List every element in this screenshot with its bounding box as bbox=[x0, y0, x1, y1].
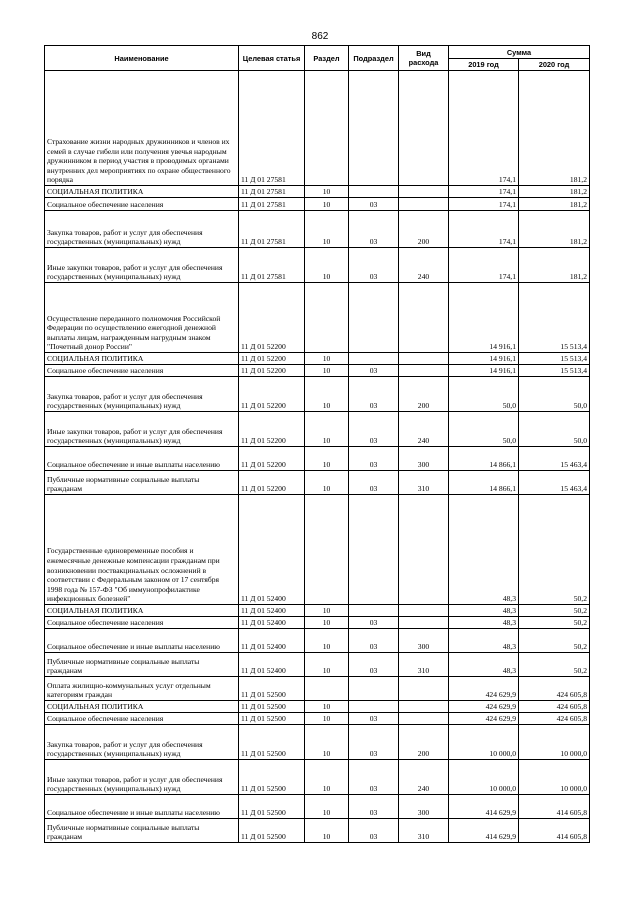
row-sum-2020: 50,0 bbox=[519, 412, 590, 447]
row-sum-2019: 424 629,9 bbox=[449, 701, 519, 713]
row-sum-2019: 14 916,1 bbox=[449, 353, 519, 365]
row-name: Социальное обеспечение и иные выплаты населению bbox=[45, 629, 239, 653]
row-target-article: 11 Д 01 52500 bbox=[239, 713, 305, 725]
table-row bbox=[45, 365, 590, 377]
row-expense-type bbox=[399, 677, 449, 701]
row-name: Закупка товаров, работ и услуг для обеспечения государственных (муниципальных) нужд bbox=[45, 725, 239, 760]
row-section bbox=[305, 71, 349, 186]
table-row bbox=[45, 605, 590, 617]
table-row bbox=[45, 725, 590, 760]
row-sum-2019: 48,3 bbox=[449, 653, 519, 677]
row-sum-2019: 14 866,1 bbox=[449, 471, 519, 495]
table-row bbox=[45, 248, 590, 283]
row-sum-2019: 14 916,1 bbox=[449, 283, 519, 353]
row-expense-type bbox=[399, 495, 449, 605]
row-sum-2020: 181,2 bbox=[519, 211, 590, 248]
row-subsection bbox=[349, 605, 399, 617]
row-section: 10 bbox=[305, 211, 349, 248]
row-subsection: 03 bbox=[349, 412, 399, 447]
row-subsection: 03 bbox=[349, 617, 399, 629]
row-section: 10 bbox=[305, 617, 349, 629]
row-target-article: 11 Д 01 52500 bbox=[239, 819, 305, 843]
row-name: Социальное обеспечение населения bbox=[45, 198, 239, 211]
table-row bbox=[45, 412, 590, 447]
row-target-article: 11 Д 01 52200 bbox=[239, 447, 305, 471]
row-target-article: 11 Д 01 52500 bbox=[239, 795, 305, 819]
row-sum-2019: 48,3 bbox=[449, 617, 519, 629]
row-name: Социальное обеспечение и иные выплаты населению bbox=[45, 447, 239, 471]
row-sum-2019: 10 000,0 bbox=[449, 760, 519, 795]
row-target-article: 11 Д 01 52500 bbox=[239, 701, 305, 713]
row-name: Публичные нормативные социальные выплаты гражданам bbox=[45, 471, 239, 495]
row-section: 10 bbox=[305, 365, 349, 377]
row-sum-2020: 181,2 bbox=[519, 71, 590, 186]
row-name: Оплата жилищно-коммунальных услуг отдельным категориям граждан bbox=[45, 677, 239, 701]
row-sum-2020: 424 605,8 bbox=[519, 713, 590, 725]
table-row bbox=[45, 819, 590, 843]
row-sum-2019: 174,1 bbox=[449, 248, 519, 283]
row-expense-type: 300 bbox=[399, 795, 449, 819]
row-subsection: 03 bbox=[349, 819, 399, 843]
row-sum-2020: 10 000,0 bbox=[519, 760, 590, 795]
row-sum-2019: 174,1 bbox=[449, 186, 519, 198]
row-sum-2020: 50,2 bbox=[519, 629, 590, 653]
row-sum-2020: 414 605,8 bbox=[519, 819, 590, 843]
header-sum: Сумма bbox=[449, 46, 590, 59]
table-row bbox=[45, 353, 590, 365]
row-name: Публичные нормативные социальные выплаты гражданам bbox=[45, 819, 239, 843]
row-target-article: 11 Д 01 52400 bbox=[239, 605, 305, 617]
row-sum-2020: 181,2 bbox=[519, 248, 590, 283]
row-target-article: 11 Д 01 52400 bbox=[239, 617, 305, 629]
row-target-article: 11 Д 01 52200 bbox=[239, 353, 305, 365]
row-sum-2019: 424 629,9 bbox=[449, 713, 519, 725]
table-header bbox=[45, 46, 590, 71]
row-sum-2019: 50,0 bbox=[449, 412, 519, 447]
row-expense-type: 310 bbox=[399, 471, 449, 495]
row-sum-2020: 424 605,8 bbox=[519, 701, 590, 713]
row-name: СОЦИАЛЬНАЯ ПОЛИТИКА bbox=[45, 186, 239, 198]
row-expense-type bbox=[399, 71, 449, 186]
row-subsection: 03 bbox=[349, 248, 399, 283]
row-subsection: 03 bbox=[349, 365, 399, 377]
row-target-article: 11 Д 01 27581 bbox=[239, 211, 305, 248]
row-name: Иные закупки товаров, работ и услуг для обеспечения государственных (муниципальных) нужд bbox=[45, 412, 239, 447]
row-expense-type bbox=[399, 365, 449, 377]
row-section: 10 bbox=[305, 713, 349, 725]
header-year-2019: 2019 год bbox=[449, 59, 519, 71]
table-row bbox=[45, 471, 590, 495]
row-section bbox=[305, 283, 349, 353]
table-row bbox=[45, 186, 590, 198]
row-expense-type: 240 bbox=[399, 412, 449, 447]
row-expense-type bbox=[399, 605, 449, 617]
row-name: Социальное обеспечение населения bbox=[45, 617, 239, 629]
row-name: Осуществление переданного полномочия Российской Федерации по осуществлению ежегодной денежной выплаты лицам, награжденным нагрудным знаком "Почетный донор России" bbox=[45, 283, 239, 353]
row-sum-2020: 10 000,0 bbox=[519, 725, 590, 760]
row-expense-type: 240 bbox=[399, 760, 449, 795]
table-row bbox=[45, 198, 590, 211]
row-expense-type bbox=[399, 186, 449, 198]
row-section: 10 bbox=[305, 412, 349, 447]
row-section: 10 bbox=[305, 471, 349, 495]
table-row bbox=[45, 653, 590, 677]
row-sum-2020: 50,2 bbox=[519, 653, 590, 677]
row-name: Закупка товаров, работ и услуг для обеспечения государственных (муниципальных) нужд bbox=[45, 377, 239, 412]
header-subsection: Подраздел bbox=[349, 46, 399, 71]
row-sum-2019: 48,3 bbox=[449, 605, 519, 617]
row-sum-2020: 15 513,4 bbox=[519, 283, 590, 353]
row-name: СОЦИАЛЬНАЯ ПОЛИТИКА bbox=[45, 701, 239, 713]
row-expense-type bbox=[399, 713, 449, 725]
row-sum-2019: 48,3 bbox=[449, 495, 519, 605]
row-expense-type bbox=[399, 701, 449, 713]
row-section: 10 bbox=[305, 377, 349, 412]
row-sum-2020: 50,2 bbox=[519, 617, 590, 629]
row-name: Социальное обеспечение населения bbox=[45, 713, 239, 725]
table-row bbox=[45, 447, 590, 471]
row-section: 10 bbox=[305, 248, 349, 283]
row-expense-type: 300 bbox=[399, 447, 449, 471]
header-expense-type: Вид расхода bbox=[399, 46, 449, 71]
row-sum-2020: 181,2 bbox=[519, 186, 590, 198]
row-section: 10 bbox=[305, 447, 349, 471]
row-subsection: 03 bbox=[349, 211, 399, 248]
row-section: 10 bbox=[305, 353, 349, 365]
row-subsection bbox=[349, 353, 399, 365]
row-section: 10 bbox=[305, 653, 349, 677]
header-name: Наименование bbox=[45, 46, 239, 71]
row-target-article: 11 Д 01 27581 bbox=[239, 248, 305, 283]
row-expense-type: 200 bbox=[399, 377, 449, 412]
table-row bbox=[45, 617, 590, 629]
row-sum-2019: 414 629,9 bbox=[449, 795, 519, 819]
row-sum-2020: 15 463,4 bbox=[519, 471, 590, 495]
row-expense-type: 200 bbox=[399, 725, 449, 760]
row-name: СОЦИАЛЬНАЯ ПОЛИТИКА bbox=[45, 353, 239, 365]
row-subsection bbox=[349, 186, 399, 198]
row-section bbox=[305, 677, 349, 701]
row-sum-2019: 414 629,9 bbox=[449, 819, 519, 843]
row-name: Государственные единовременные пособия и ежемесячные денежные компенсации гражданам при возникновении поствакцинальных осложнений в соответствии с Федеральным законом от 17 сентября 1998 года № 157-ФЗ "Об иммунопрофилактике инфекционных болезней" bbox=[45, 495, 239, 605]
row-subsection: 03 bbox=[349, 377, 399, 412]
row-sum-2020: 181,2 bbox=[519, 198, 590, 211]
table-row bbox=[45, 701, 590, 713]
table-row bbox=[45, 211, 590, 248]
row-sum-2020: 50,2 bbox=[519, 605, 590, 617]
row-section: 10 bbox=[305, 819, 349, 843]
row-target-article: 11 Д 01 52400 bbox=[239, 629, 305, 653]
row-target-article: 11 Д 01 52500 bbox=[239, 677, 305, 701]
row-section bbox=[305, 495, 349, 605]
row-subsection: 03 bbox=[349, 629, 399, 653]
row-sum-2020: 15 513,4 bbox=[519, 365, 590, 377]
row-subsection: 03 bbox=[349, 713, 399, 725]
row-subsection: 03 bbox=[349, 653, 399, 677]
table-row bbox=[45, 713, 590, 725]
header-year-2020: 2020 год bbox=[519, 59, 590, 71]
row-sum-2019: 14 916,1 bbox=[449, 365, 519, 377]
row-subsection bbox=[349, 283, 399, 353]
row-subsection bbox=[349, 495, 399, 605]
row-subsection: 03 bbox=[349, 198, 399, 211]
row-name: Социальное обеспечение населения bbox=[45, 365, 239, 377]
row-target-article: 11 Д 01 52500 bbox=[239, 760, 305, 795]
row-expense-type: 240 bbox=[399, 248, 449, 283]
row-sum-2019: 174,1 bbox=[449, 198, 519, 211]
row-target-article: 11 Д 01 27581 bbox=[239, 198, 305, 211]
table-row bbox=[45, 760, 590, 795]
row-section: 10 bbox=[305, 760, 349, 795]
row-sum-2020: 15 463,4 bbox=[519, 447, 590, 471]
table-row bbox=[45, 495, 590, 605]
table-row bbox=[45, 629, 590, 653]
table-row bbox=[45, 795, 590, 819]
row-target-article: 11 Д 01 52200 bbox=[239, 377, 305, 412]
table-body bbox=[45, 71, 590, 843]
row-sum-2019: 14 866,1 bbox=[449, 447, 519, 471]
row-name: Социальное обеспечение и иные выплаты населению bbox=[45, 795, 239, 819]
row-expense-type bbox=[399, 617, 449, 629]
row-sum-2019: 174,1 bbox=[449, 211, 519, 248]
row-name: Иные закупки товаров, работ и услуг для обеспечения государственных (муниципальных) нужд bbox=[45, 760, 239, 795]
row-name: Страхование жизни народных дружинников и членов их семей в случае гибели или получения увечья народным дружинником в период участия в проводимых органами внутренних дел мероприятиях по охране общественного порядка bbox=[45, 71, 239, 186]
row-expense-type bbox=[399, 353, 449, 365]
row-section: 10 bbox=[305, 605, 349, 617]
row-subsection: 03 bbox=[349, 760, 399, 795]
row-section: 10 bbox=[305, 629, 349, 653]
table-row bbox=[45, 377, 590, 412]
row-subsection: 03 bbox=[349, 795, 399, 819]
row-expense-type bbox=[399, 283, 449, 353]
table-row bbox=[45, 283, 590, 353]
row-subsection: 03 bbox=[349, 447, 399, 471]
row-target-article: 11 Д 01 52200 bbox=[239, 283, 305, 353]
budget-table bbox=[44, 45, 590, 843]
page-number: 862 bbox=[311, 31, 329, 42]
row-target-article: 11 Д 01 52400 bbox=[239, 495, 305, 605]
row-sum-2019: 10 000,0 bbox=[449, 725, 519, 760]
row-target-article: 11 Д 01 52400 bbox=[239, 653, 305, 677]
row-subsection: 03 bbox=[349, 471, 399, 495]
row-target-article: 11 Д 01 27581 bbox=[239, 186, 305, 198]
row-name: СОЦИАЛЬНАЯ ПОЛИТИКА bbox=[45, 605, 239, 617]
table-row bbox=[45, 71, 590, 186]
row-subsection: 03 bbox=[349, 725, 399, 760]
row-sum-2019: 50,0 bbox=[449, 377, 519, 412]
row-section: 10 bbox=[305, 198, 349, 211]
row-sum-2020: 50,0 bbox=[519, 377, 590, 412]
row-sum-2019: 424 629,9 bbox=[449, 677, 519, 701]
row-sum-2019: 48,3 bbox=[449, 629, 519, 653]
row-expense-type: 200 bbox=[399, 211, 449, 248]
row-section: 10 bbox=[305, 725, 349, 760]
row-subsection bbox=[349, 677, 399, 701]
row-target-article: 11 Д 01 52200 bbox=[239, 412, 305, 447]
row-expense-type: 300 bbox=[399, 629, 449, 653]
row-subsection bbox=[349, 71, 399, 186]
row-section: 10 bbox=[305, 795, 349, 819]
row-target-article: 11 Д 01 52200 bbox=[239, 471, 305, 495]
row-subsection bbox=[349, 701, 399, 713]
row-sum-2020: 50,2 bbox=[519, 495, 590, 605]
header-section: Раздел bbox=[305, 46, 349, 71]
row-sum-2020: 424 605,8 bbox=[519, 677, 590, 701]
row-target-article: 11 Д 01 52200 bbox=[239, 365, 305, 377]
row-sum-2020: 414 605,8 bbox=[519, 795, 590, 819]
row-expense-type: 310 bbox=[399, 653, 449, 677]
row-name: Публичные нормативные социальные выплаты гражданам bbox=[45, 653, 239, 677]
row-section: 10 bbox=[305, 186, 349, 198]
row-target-article: 11 Д 01 27581 bbox=[239, 71, 305, 186]
row-section: 10 bbox=[305, 701, 349, 713]
header-target-article: Целевая статья bbox=[239, 46, 305, 71]
row-name: Закупка товаров, работ и услуг для обеспечения государственных (муниципальных) нужд bbox=[45, 211, 239, 248]
row-name: Иные закупки товаров, работ и услуг для обеспечения государственных (муниципальных) нужд bbox=[45, 248, 239, 283]
row-sum-2020: 15 513,4 bbox=[519, 353, 590, 365]
table-row bbox=[45, 677, 590, 701]
row-expense-type: 310 bbox=[399, 819, 449, 843]
row-target-article: 11 Д 01 52500 bbox=[239, 725, 305, 760]
row-sum-2019: 174,1 bbox=[449, 71, 519, 186]
row-expense-type bbox=[399, 198, 449, 211]
